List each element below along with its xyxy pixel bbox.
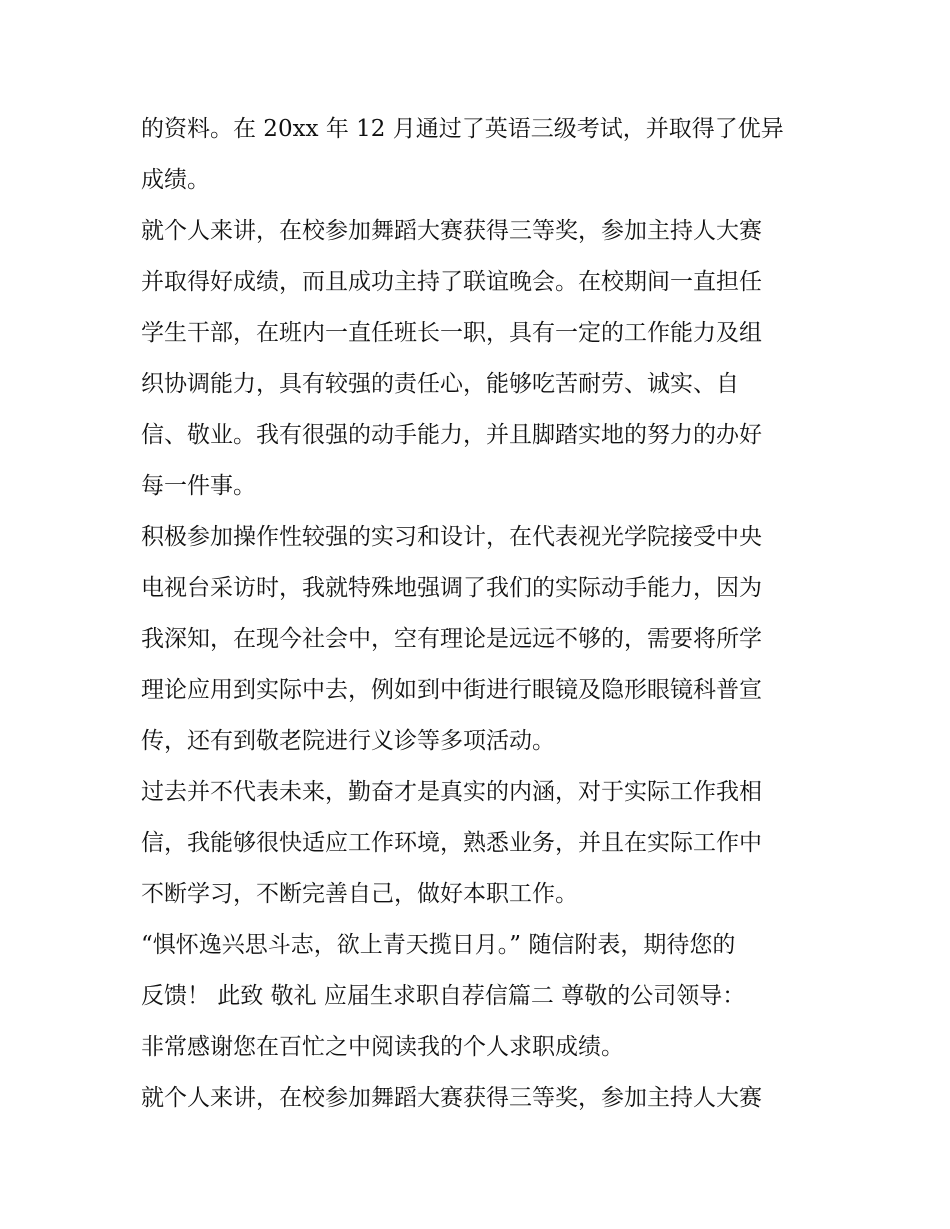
- text-line: 织协调能力，具有较强的责任心，能够吃苦耐劳、诚实、自: [141, 371, 739, 397]
- text-line: 我深知，在现今社会中，空有理论是远远不够的，需要将所学: [141, 626, 762, 652]
- text-line: 积极参加操作性较强的实习和设计，在代表视光学院接受中央: [141, 524, 762, 550]
- text-line: 就个人来讲，在校参加舞蹈大赛获得三等奖，参加主持人大赛: [141, 218, 762, 244]
- text-line: 传，还有到敬老院进行义诊等多项活动。: [141, 728, 555, 754]
- text-line: 每一件事。: [141, 473, 256, 499]
- text-line: 理论应用到实际中去，例如到中街进行眼镜及隐形眼镜科普宣: [141, 677, 762, 703]
- text-line: 电视台采访时，我就特殊地强调了我们的实际动手能力，因为: [141, 575, 762, 601]
- text-line: 非常感谢您在百忙之中阅读我的个人求职成绩。: [141, 1034, 624, 1060]
- text-line: 不断学习，不断完善自己，做好本职工作。: [141, 881, 578, 907]
- text-line: 的资料。在 20xx 年 12 月通过了英语三级考试，并取得了优异: [141, 116, 784, 142]
- text-line: 并取得好成绩，而且成功主持了联谊晚会。在校期间一直担任: [141, 269, 762, 295]
- text-line: 成绩。: [141, 167, 210, 193]
- text-line: 信，我能够很快适应工作环境，熟悉业务，并且在实际工作中: [141, 830, 762, 856]
- text-line: 信、敬业。我有很强的动手能力，并且脚踏实地的努力的办好: [141, 422, 762, 448]
- text-line: 学生干部，在班内一直任班长一职，具有一定的工作能力及组: [141, 320, 762, 346]
- text-line: 过去并不代表未来，勤奋才是真实的内涵，对于实际工作我相: [141, 779, 762, 805]
- text-line: 反馈！ 此致 敬礼 应届生求职自荐信篇二 尊敬的公司领导：: [141, 983, 746, 1009]
- text-line: “惧怀逸兴思斗志，欲上青天揽日月。” 随信附表，期待您的: [141, 932, 736, 958]
- document-body: [141, 104, 821, 1124]
- text-line: 就个人来讲，在校参加舞蹈大赛获得三等奖，参加主持人大赛: [141, 1085, 762, 1111]
